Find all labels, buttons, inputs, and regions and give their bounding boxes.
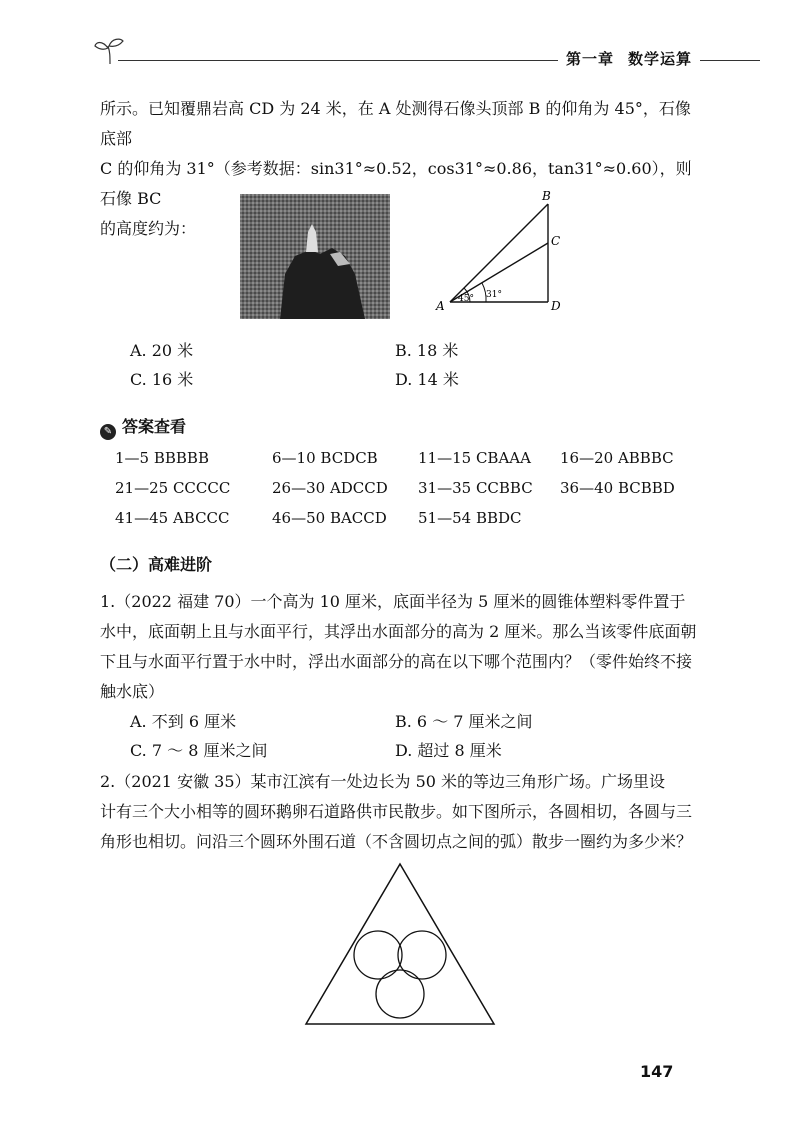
intro-line: 所示。已知覆鼎岩高 CD 为 24 米，在 A 处测得石像头顶部 B 的仰角为 45°，石像底部 bbox=[100, 99, 691, 148]
section-heading: （二）高难进阶 bbox=[100, 555, 213, 574]
angle-45-label: 45° bbox=[458, 294, 474, 304]
answer-icon: ✎ bbox=[100, 424, 116, 440]
angle-of-elevation-diagram bbox=[430, 190, 570, 320]
label-a: A bbox=[436, 299, 445, 313]
answer-cell: 16—20 ABBBC bbox=[560, 449, 674, 467]
question-2-text bbox=[100, 767, 700, 857]
chapter-number: 第一章 bbox=[565, 50, 614, 68]
q1-line: 1.（2022 福建 70）一个高为 10 厘米，底面半径为 5 厘米的圆锥体塑料零件置于 bbox=[100, 592, 686, 611]
answer-cell: 31—35 CCBBC bbox=[418, 479, 533, 497]
triangle-circles-diagram bbox=[300, 858, 500, 1030]
q2-line: 计有三个大小相等的圆环鹅卵石道路供市民散步。如下图所示，各圆相切，各圆与三 bbox=[100, 802, 693, 821]
q1-option-a: A. 不到 6 厘米 bbox=[130, 712, 237, 731]
answer-cell: 41—45 ABCCC bbox=[115, 509, 230, 527]
answer-cell: 46—50 BACCD bbox=[272, 509, 387, 527]
angle-31-label: 31° bbox=[486, 290, 502, 300]
chapter-header bbox=[558, 48, 700, 69]
label-c: C bbox=[551, 234, 561, 248]
question-1-text bbox=[100, 587, 700, 707]
q2-line: 2.（2021 安徽 35）某市江滨有一处边长为 50 米的等边三角形广场。广场里设 bbox=[100, 772, 666, 791]
answer-cell: 6—10 BCDCB bbox=[272, 449, 378, 467]
answer-cell: 51—54 BBDC bbox=[418, 509, 522, 527]
q1-option-d: D. 超过 8 厘米 bbox=[395, 741, 502, 760]
q1-line: 触水底） bbox=[100, 682, 165, 701]
question-intro bbox=[100, 94, 700, 244]
q1-line: 水中，底面朝上且与水面平行，其浮出水面部分的高为 2 厘米。那么当该零件底面朝 bbox=[100, 622, 697, 641]
q1-line: 下且与水面平行置于水中时，浮出水面部分的高在以下哪个范围内？（零件始终不接 bbox=[100, 652, 693, 671]
chapter-title: 数学运算 bbox=[627, 50, 692, 68]
q1-option-b: B. 6 ～ 7 厘米之间 bbox=[395, 712, 533, 731]
page-number: 147 bbox=[640, 1062, 674, 1081]
answer-cell: 21—25 CCCCC bbox=[115, 479, 231, 497]
option-a: A. 20 米 bbox=[130, 341, 194, 360]
answer-cell: 11—15 CBAAA bbox=[418, 449, 531, 467]
answer-check-title: 答案查看 bbox=[122, 417, 187, 436]
q2-line: 角形也相切。问沿三个圆环外围石道（不含圆切点之间的弧）散步一圈约为多少米？ bbox=[100, 832, 693, 851]
rock-statue-photo bbox=[240, 194, 390, 319]
answer-cell: 36—40 BCBBD bbox=[560, 479, 675, 497]
label-b: B bbox=[542, 190, 551, 203]
answer-cell: 26—30 ADCCD bbox=[272, 479, 388, 497]
option-b: B. 18 米 bbox=[395, 341, 459, 360]
answer-cell: 1—5 BBBBB bbox=[115, 449, 209, 467]
label-d: D bbox=[551, 299, 561, 313]
option-d: D. 14 米 bbox=[395, 370, 459, 389]
answer-check-heading bbox=[100, 414, 186, 440]
intro-line: C 的仰角为 31°（参考数据：sin31°≈0.52，cos31°≈0.86，tan31°≈0.60），则石像 BC bbox=[100, 159, 692, 208]
intro-line: 的高度约为： bbox=[100, 219, 197, 238]
sprout-icon bbox=[92, 36, 128, 66]
option-c: C. 16 米 bbox=[130, 370, 194, 389]
q1-option-c: C. 7 ～ 8 厘米之间 bbox=[130, 741, 268, 760]
